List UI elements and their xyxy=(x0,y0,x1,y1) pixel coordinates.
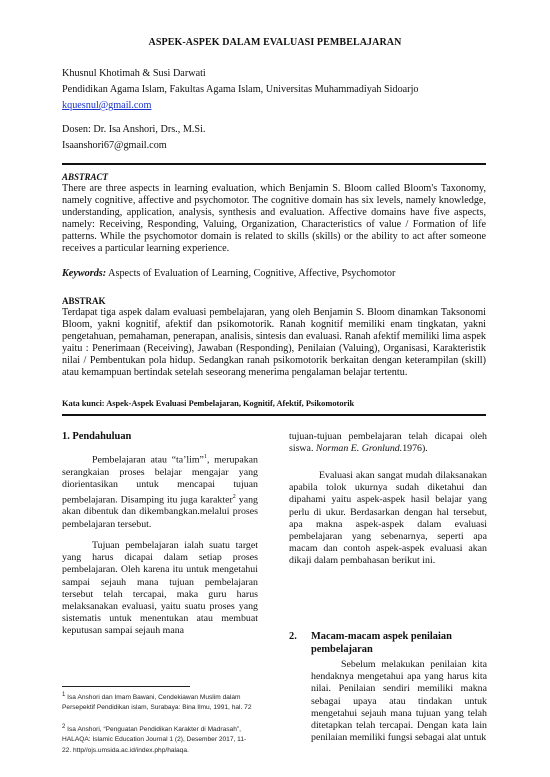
right-col-paragraph-1 xyxy=(289,431,487,455)
footnote-1-text: Isa Anshori dan Imam Bawani, Cendekiawan Muslim dalam Persepektif Pendidikan islam, Surabaya: Bina Ilmu, 1991, hal. 72 xyxy=(62,694,252,712)
section-2-heading-line-2: pembelajaran xyxy=(311,644,373,655)
keywords-label: Keywords: xyxy=(62,268,107,279)
authors: Khusnul Khotimah & Susi Darwati xyxy=(62,68,206,79)
section-1-heading: 1. Pendahuluan xyxy=(62,431,132,442)
lecturer: Dosen: Dr. Isa Anshori, Drs., M.Si. xyxy=(62,124,206,135)
footnote-1-number: 1 xyxy=(62,692,66,698)
p1-part-b: , merupakan serangkaian proses belajar mengajar yang diorientasikan untuk mencapai tujuan pembelajaran. Disamping itu juga karakter xyxy=(62,454,258,506)
lecturer-email: Isaanshori67@gmail.com xyxy=(62,140,167,151)
footnote-ref-1[interactable]: 1 xyxy=(203,454,207,460)
section-2-heading-line-1: Macam-macam aspek penilaian xyxy=(311,631,452,642)
footnote-2-number: 2 xyxy=(62,724,66,730)
abstract-text: There are three aspects in learning evaluation, which Benjamin S. Bloom called Bloom's Taxonomy, namely cognitive, affective and psychomotor. The cognitive domain has six levels, namely knowledge, understanding, application, analysis, synthesis and evaluation. Affective domains have five aspects, namely: Receiving, Responding, Valuing, Organization, Characteristics of value / Formation of life patterns. While the psychomotor domain is related to skills (skills) or the ability to act after someone receives a particular learning experience. xyxy=(62,183,486,255)
right-p1-end: 1976). xyxy=(402,443,428,455)
footnote-divider xyxy=(62,686,190,687)
abstrak-text: Terdapat tiga aspek dalam evaluasi pembelajaran, yang oleh Benjamin S. Bloom dinamkan Taksonomi Bloom, yakni kognitif, afektif dan psikomotorik. Ranah kognitif memiliki enam tingkatan, yakni pengetahuan, pemahaman, penerapan, analisis, sintesis dan evaluasi. Ranah afektif memiliki lima aspek yaitu : Penerimaan (Receiving), Jawaban (Responding), Penilaian (Valuing), Organisasi, Karakteristik nilai / Pembentukan pola hidup. Sedangkan ranah psikomotorik berkaitan dengan keterampilan (skill) atau kemampuan bertindak setelah seseorang menerima pengalaman belajar tertentu. xyxy=(62,307,486,379)
divider-bottom xyxy=(62,414,486,416)
footnote-ref-2[interactable]: 2 xyxy=(232,493,236,500)
footnote-2 xyxy=(62,722,252,756)
footnote-2-text: Isa Anshori, “Penguatan Pendidikan Karakter di Madrasah”, HALAQA: Islamic Education Journal 1 (2), Desember 2017, 11-22. http//ojs.umsida.ac.id/index.php/halaqa. xyxy=(62,726,247,754)
abstract-label: ABSTRACT xyxy=(62,172,109,182)
right-col-paragraph-2: Evaluasi akan sangat mudah dilaksanakan apabila tolok ukurnya sudah diketahui dan dipahami yaitu aspek-aspek hasil belajar yang perlu di ukur. Berdasarkan dengan hal tersebut, apa makna aspek-aspek dalam evaluasi pembelajaran yang sebenarnya, seperti apa macam dan contoh aspek-aspek evaluasi akan dikaji dalam pembahasan berikut ini. xyxy=(289,470,487,567)
p1-part-c: yang akan dibentuk dan dikembangkan.melalui proses pembelajaran tersebut. xyxy=(62,494,258,530)
keywords-text: Aspects of Evaluation of Learning, Cognitive, Affective, Psychomotor xyxy=(108,268,396,279)
abstrak-label: ABSTRAK xyxy=(62,296,106,306)
citation: Norman E. Gronlund. xyxy=(315,443,403,455)
abstract-keywords xyxy=(62,268,486,280)
footnote-1 xyxy=(62,690,252,714)
abstrak-keywords: Kata kunci: Aspek-Aspek Evaluasi Pembelajaran, Kognitif, Afektif, Psikomotorik xyxy=(62,399,355,408)
affiliation: Pendidikan Agama Islam, Fakultas Agama Islam, Universitas Muhammadiyah Sidoarjo xyxy=(62,84,419,95)
section-1-paragraph-2: Tujuan pembelajaran ialah suatu target yang harus dicapai dalam setiap proses pembelajaran. Oleh karena itu untuk mengetahui sampai sejauh mana tujuan pembelajaran tersebut telah tercapai, maka guru harus melaksanakan evaluasi, yaitu suatu proses yang sistematis untuk menentukan atau membuat keputusan sampai sejauh mana xyxy=(62,540,258,637)
paper-title: ASPEK-ASPEK DALAM EVALUASI PEMBELAJARAN xyxy=(148,37,402,48)
p1-part-a: Pembelajaran atau “ta’lim” xyxy=(92,454,204,466)
divider-top xyxy=(62,163,486,165)
author-email-link[interactable]: kquesnul@gmail.com xyxy=(62,100,152,111)
section-2-number: 2. xyxy=(289,631,297,642)
section-2-paragraph-1: Sebelum melakukan penilaian kita hendaknya mengetahui apa yang harus kita nilai. Penilaian sendiri memiliki makna sebagai upaya atau tindakan untuk mengetahui sejauh mana tujuan yang telah ditetapkan telah tercapai. Dengan kata lain penilaian memiliki fungsi sebagai alat untuk xyxy=(311,659,487,744)
section-1-paragraph-1 xyxy=(62,451,258,531)
right-p1-text: tujuan-tujuan pembelajaran telah dicapai oleh siswa. xyxy=(289,431,487,455)
